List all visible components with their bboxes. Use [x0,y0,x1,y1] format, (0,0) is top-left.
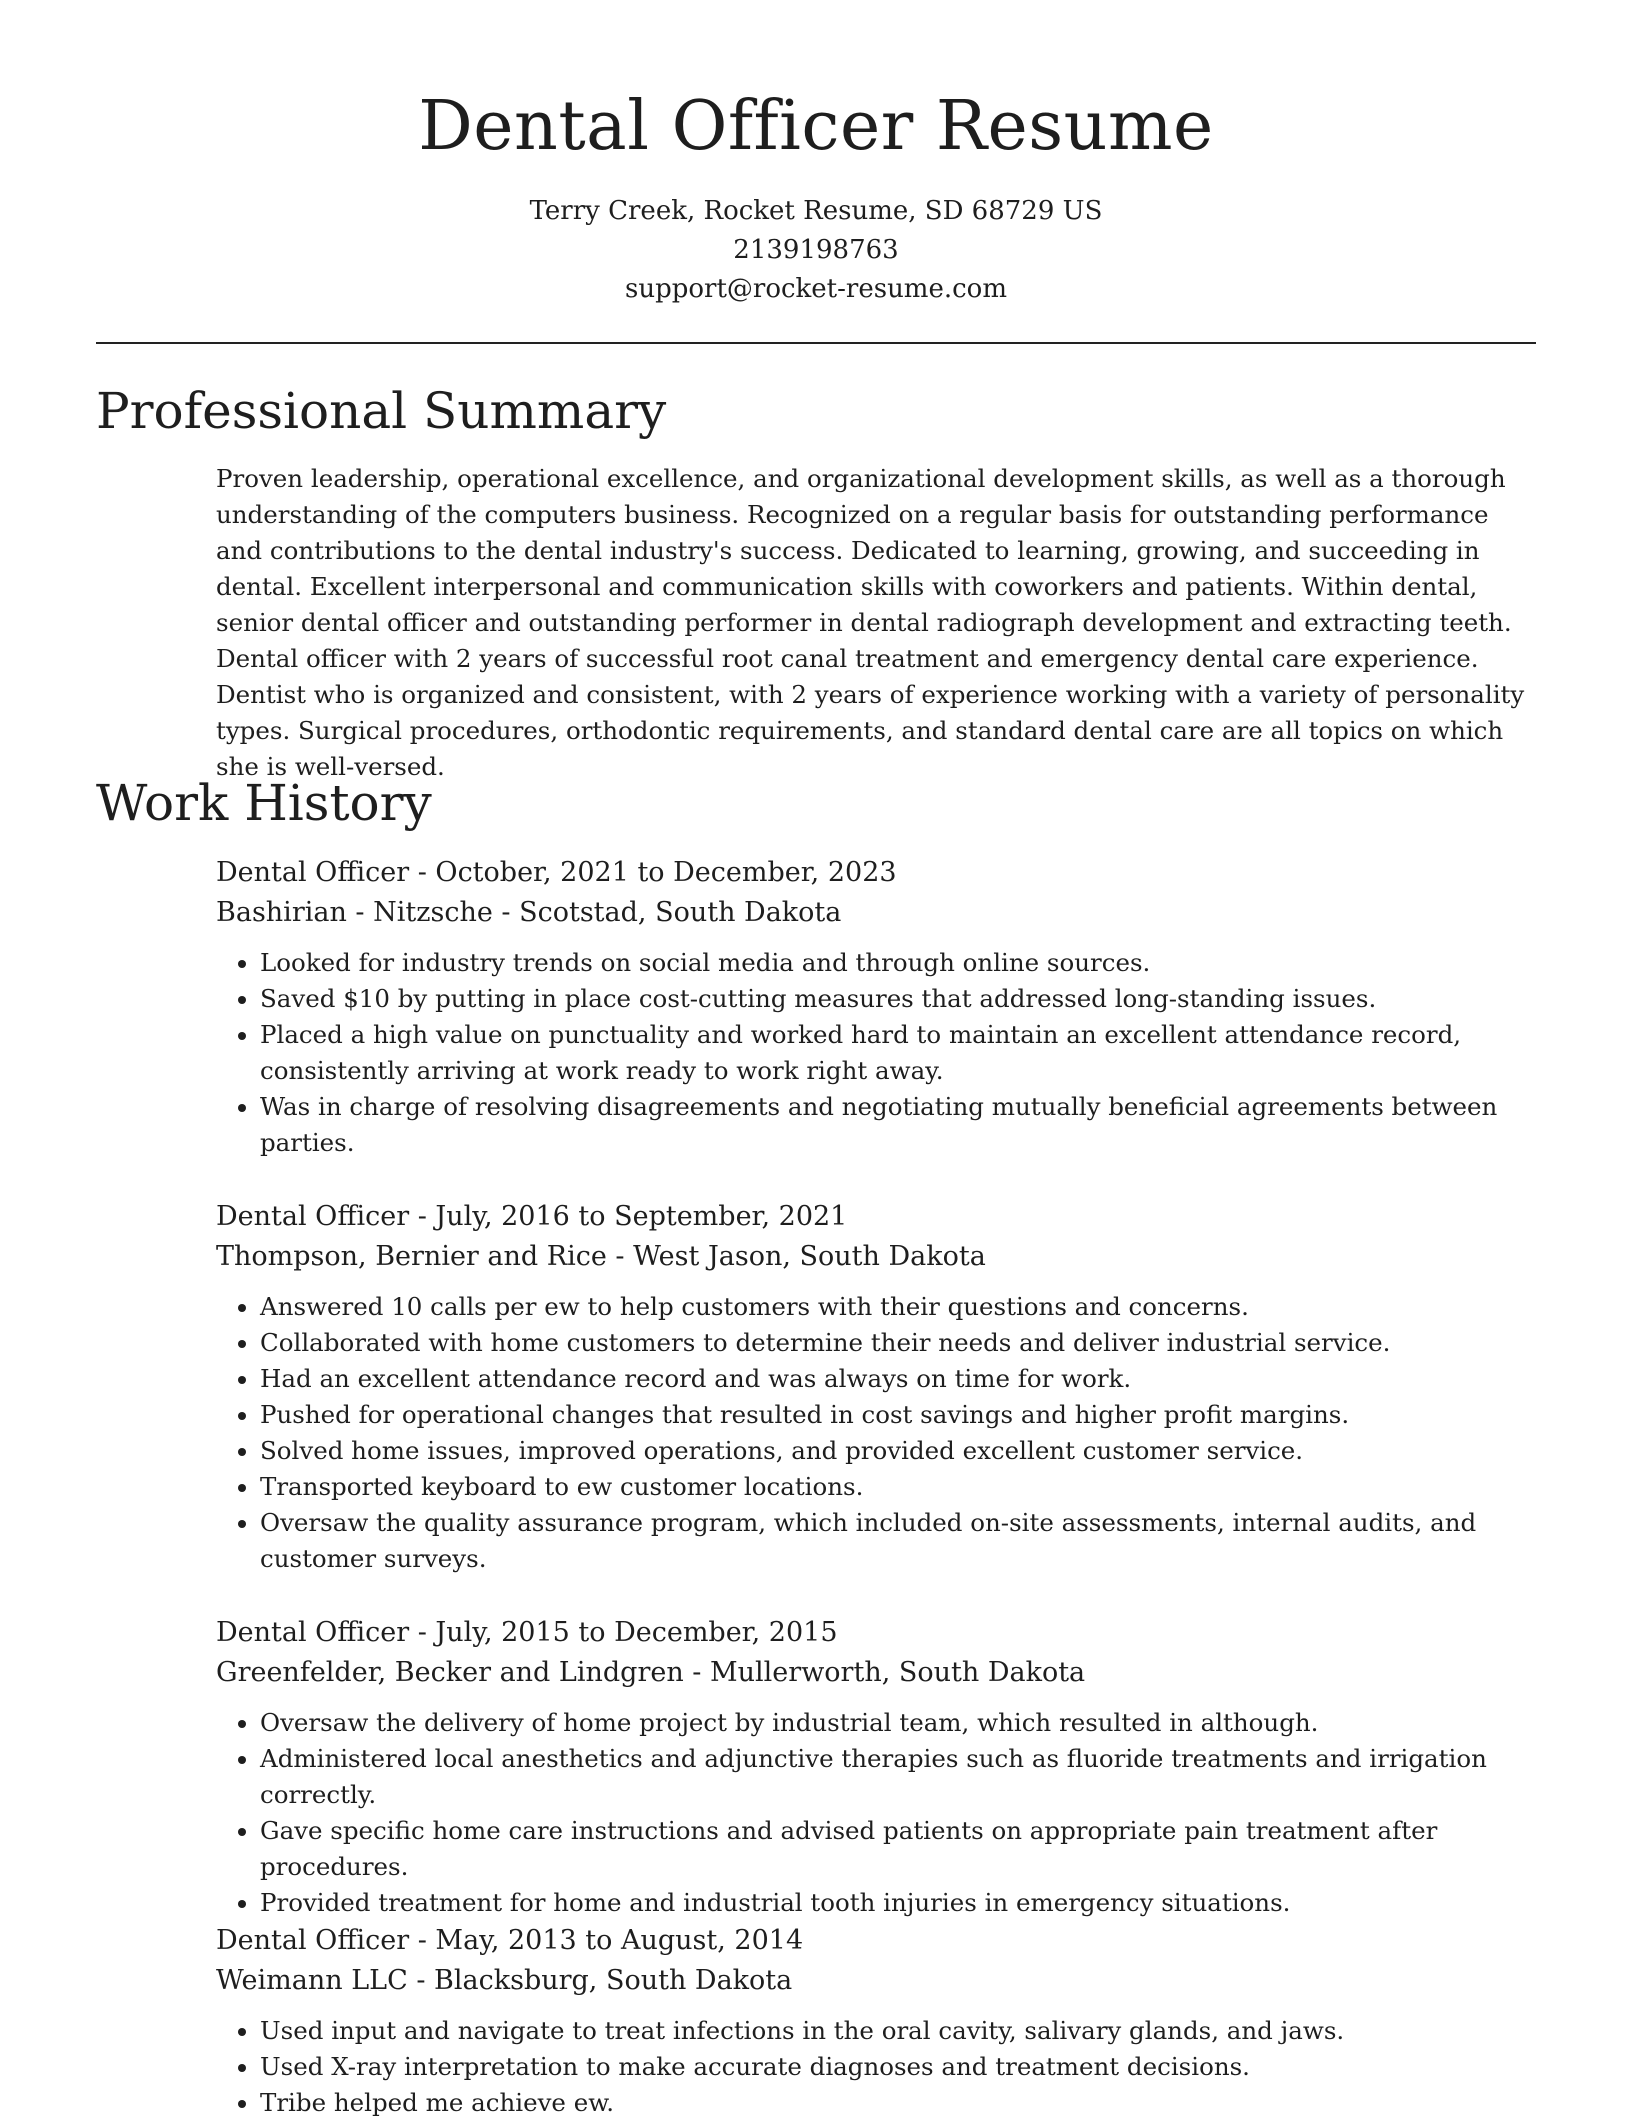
job-company-line: Weimann LLC - Blacksburg, South Dakota [216,1965,793,1996]
job-company-line: Greenfelder, Becker and Lindgren - Mullerworth, South Dakota [216,1657,1086,1688]
job-bullet: • Saved $10 by putting in place cost-cutting measures that addressed long-standing issues. [260,981,1538,1017]
summary-heading: Professional Summary [96,382,667,440]
job-entry [216,1197,1538,1577]
resume-header [0,0,1632,309]
job-bullets [216,2013,1538,2121]
job-entry [216,1613,1538,1921]
job-bullets [216,1705,1538,1921]
job-bullet: • Gave specific home care instructions and advised patients on appropriate pain treatment after procedures. [260,1813,1538,1885]
job-bullet: • Tribe helped me achieve ew. [260,2085,1538,2121]
job-company-line: Bashirian - Nitzsche - Scotstad, South Dakota [216,897,842,928]
job-bullet: • Used input and navigate to treat infections in the oral cavity, salivary glands, and jaws. [260,2013,1538,2049]
job-bullets [216,945,1538,1161]
phone-text: 2139198763 [733,235,899,265]
job-bullet: • Transported keyboard to ew customer locations. [260,1469,1538,1505]
address-text: Terry Creek, Rocket Resume, SD 68729 US [529,196,1103,226]
summary-text: Proven leadership, operational excellence, and organizational development skills, as well as a thorough understanding of the computers business. Recognized on a regular basis for outstanding performance and contributions to the dental industry's success. Dedicated to learning, growing, and succeeding in dental. Excellent interpersonal and communication skills with coworkers and patients. Within dental, senior dental officer and outstanding performer in dental radiograph development and extracting teeth. Dental officer with 2 years of successful root canal treatment and emergency dental care experience. Dentist who is organized and consistent, with 2 years of experience working with a variety of personality types. Surgical procedures, orthodontic requirements, and standard dental care are all topics on which she is well-versed. [216,464,1525,781]
header-divider [96,342,1536,344]
job-bullet: • Oversaw the quality assurance program, which included on-site assessments, internal audits, and customer surveys. [260,1505,1538,1577]
email-text: support@rocket-resume.com [624,274,1007,304]
job-bullets [216,1289,1538,1577]
job-title-line: Dental Officer - May, 2013 to August, 2014 [216,1925,804,1956]
job-bullet: • Administered local anesthetics and adjunctive therapies such as fluoride treatments and irrigation correctly. [260,1741,1538,1813]
job-entry [216,1921,1538,2121]
page-title: Dental Officer Resume [418,87,1214,166]
job-bullet: • Oversaw the delivery of home project by industrial team, which resulted in although. [260,1705,1538,1741]
job-bullet: • Provided treatment for home and industrial tooth injuries in emergency situations. [260,1885,1538,1921]
job-bullet: • Answered 10 calls per ew to help customers with their questions and concerns. [260,1289,1538,1325]
job-bullet: • Collaborated with home customers to determine their needs and deliver industrial service. [260,1325,1538,1361]
job-entry [216,853,1538,1161]
job-bullet: • Had an excellent attendance record and was always on time for work. [260,1361,1538,1397]
job-title-line: Dental Officer - July, 2015 to December, 2015 [216,1617,838,1648]
work-history-heading: Work History [96,774,432,832]
job-bullet: • Looked for industry trends on social media and through online sources. [260,945,1538,981]
job-bullet: • Placed a high value on punctuality and worked hard to maintain an excellent attendance record, consistently arriving at work ready to work right away. [260,1017,1538,1089]
job-company-line: Thompson, Bernier and Rice - West Jason, South Dakota [216,1241,986,1272]
job-bullet: • Solved home issues, improved operations, and provided excellent customer service. [260,1433,1538,1469]
job-bullet: • Was in charge of resolving disagreements and negotiating mutually beneficial agreements between parties. [260,1089,1538,1161]
job-bullet: • Pushed for operational changes that resulted in cost savings and higher profit margins. [260,1397,1538,1433]
job-bullet: • Used X-ray interpretation to make accurate diagnoses and treatment decisions. [260,2049,1538,2085]
job-title-line: Dental Officer - July, 2016 to September, 2021 [216,1201,848,1232]
job-title-line: Dental Officer - October, 2021 to December, 2023 [216,857,897,888]
contact-info [0,192,1632,309]
